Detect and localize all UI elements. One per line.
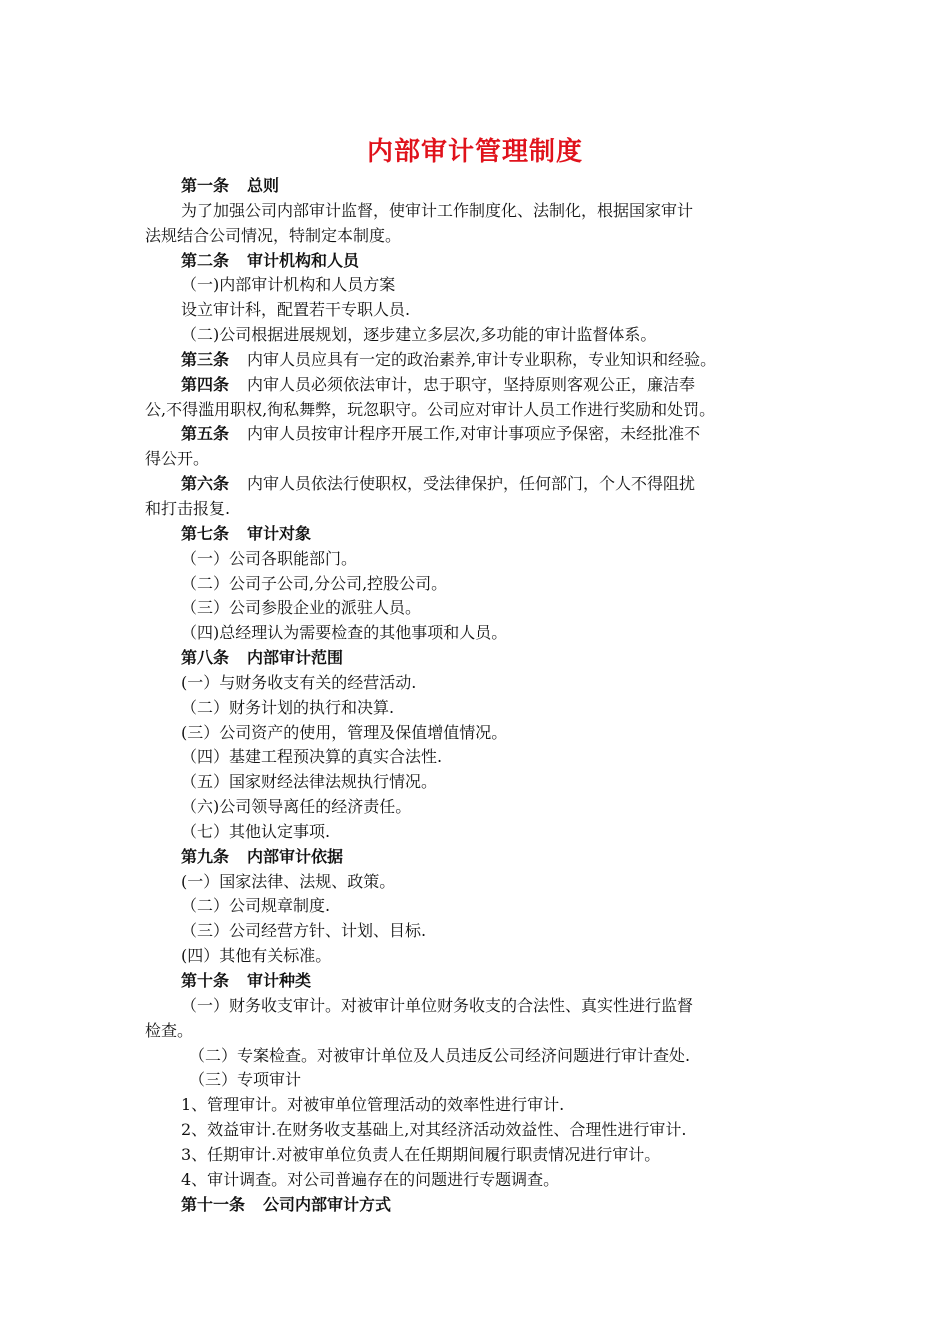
- paragraph-line: （一）公司各职能部门。: [181, 548, 358, 568]
- paragraph-line: 得公开。: [145, 449, 210, 469]
- article-heading: 审计种类: [247, 971, 312, 990]
- article-heading: 公司内部审计方式: [263, 1194, 392, 1214]
- paragraph-line: （七）其他认定事项.: [181, 821, 331, 841]
- paragraph-line: （三）专项审计: [189, 1070, 302, 1090]
- paragraph-line: 2、效益审计.在财务收支基础上,对其经济活动效益性、合理性进行审计.: [181, 1120, 687, 1140]
- article-number: 第五条: [181, 424, 230, 444]
- article-line: [145, 845, 835, 870]
- paragraph-line: (一）与财务收支有关的经营活动.: [181, 672, 417, 692]
- article-line: [145, 522, 835, 547]
- paragraph-line: （五）国家财经法律法规执行情况。: [181, 772, 438, 792]
- paragraph-line: （二）专案检查。对被审计单位及人员违反公司经济问题进行审计查处.: [189, 1045, 691, 1065]
- paragraph-line: 检查。: [145, 1020, 194, 1040]
- article-number: 第九条: [181, 846, 230, 866]
- article-number: 第三条: [181, 349, 230, 369]
- article-heading: 内部审计范围: [247, 648, 344, 668]
- paragraph-line: (一）国家法律、法规、政策。: [181, 871, 396, 891]
- article-number: 第四条: [181, 374, 230, 394]
- article-heading: 审计机构和人员: [247, 250, 360, 270]
- article-number: 第十条: [181, 971, 230, 990]
- paragraph-line: （二)公司根据进展规划，逐步建立多层次,多功能的审计监督体系。: [181, 325, 657, 345]
- paragraph-line: (四）其他有关标准。: [181, 946, 332, 966]
- article-heading: 审计对象: [247, 523, 312, 543]
- article-number: 第一条: [181, 176, 230, 195]
- document-title: 内部审计管理制度: [366, 137, 583, 167]
- article-line: [145, 646, 835, 671]
- paragraph-line: (三）公司资产的使用，管理及保值增值情况。: [181, 722, 508, 742]
- paragraph-line: 和打击报复.: [145, 498, 231, 518]
- article-line: [145, 1193, 835, 1218]
- paragraph-line: 4、审计调查。对公司普遍存在的问题进行专题调查。: [181, 1169, 560, 1189]
- article-number: 第十一条: [181, 1194, 246, 1214]
- paragraph-line: 设立审计科，配置若干专职人员.: [181, 300, 411, 320]
- paragraph-line: （二）财务计划的执行和决算.: [181, 697, 395, 717]
- article-line: [145, 174, 835, 199]
- article-text: 内审人员按审计程序开展工作,对审计事项应予保密，未经批准不: [247, 424, 701, 444]
- article-text: 内审人员必须依法审计，忠于职守，坚持原则客观公正，廉洁奉: [247, 374, 696, 394]
- article-line: [145, 373, 835, 398]
- paragraph-line: （三）公司经营方针、计划、目标.: [181, 921, 427, 941]
- paragraph-line: 公,不得滥用职权,徇私舞弊，玩忽职守。公司应对审计人员工作进行奖励和处罚。: [145, 399, 716, 419]
- article-number: 第六条: [181, 474, 230, 494]
- article-line: [145, 348, 835, 373]
- paragraph-line: 3、任期审计.对被审单位负责人在任期期间履行职责情况进行审计。: [181, 1144, 661, 1164]
- article-text: 内审人员应具有一定的政治素养,审计专业职称，专业知识和经验。: [247, 349, 717, 369]
- document-body: [145, 174, 835, 1217]
- paragraph-line: （一)内部审计机构和人员方案: [181, 275, 396, 295]
- paragraph-line: 1、管理审计。对被审单位管理活动的效率性进行审计.: [181, 1095, 565, 1115]
- article-line: [145, 472, 835, 497]
- paragraph-line: （二）公司规章制度.: [181, 896, 331, 916]
- article-line: [145, 969, 835, 994]
- article-line: [145, 249, 835, 274]
- article-line: [145, 422, 835, 447]
- article-heading: 总则: [247, 176, 280, 195]
- article-heading: 内部审计依据: [247, 846, 344, 866]
- paragraph-line: （二）公司子公司,分公司,控股公司。: [181, 573, 448, 593]
- article-number: 第七条: [181, 523, 230, 543]
- article-number: 第二条: [181, 250, 230, 270]
- paragraph-line: （四）基建工程预决算的真实合法性.: [181, 747, 443, 767]
- article-number: 第八条: [181, 648, 230, 668]
- paragraph-line: （一）财务收支审计。对被审计单位财务收支的合法性、真实性进行监督: [181, 995, 694, 1015]
- paragraph-line: 法规结合公司情况，特制定本制度。: [145, 225, 402, 245]
- paragraph-line: 为了加强公司内部审计监督，使审计工作制度化、法制化，根据国家审计: [181, 200, 694, 220]
- paragraph-line: （三）公司参股企业的派驻人员。: [181, 598, 422, 618]
- paragraph-line: （六)公司领导离任的经济责任。: [181, 797, 412, 817]
- article-text: 内审人员依法行使职权，受法律保护，任何部门，个人不得阻扰: [247, 474, 696, 494]
- paragraph-line: （四)总经理认为需要检查的其他事项和人员。: [181, 623, 508, 643]
